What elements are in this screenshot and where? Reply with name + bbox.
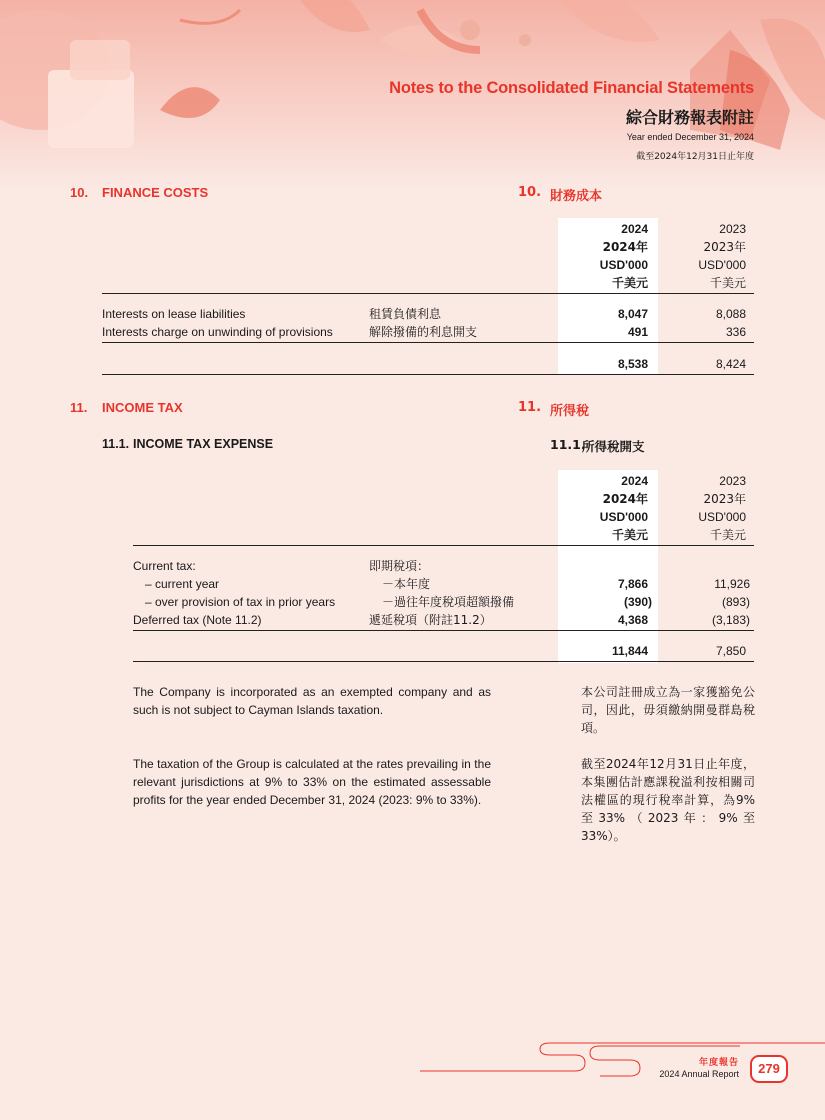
- table-rule: [133, 545, 754, 546]
- col-2023-year-zh: 2023年: [703, 240, 746, 254]
- row-value-2024: 7,866: [617, 577, 648, 591]
- col-2023-unit: USD'000: [698, 258, 746, 272]
- paragraph-tax-rates-zh: 截至2024年12月31日止年度，本集團估計應課稅溢利按相關司法權區的現行稅率計算，為9%至33%（2023年：9%至33%）。: [581, 757, 755, 843]
- col-2023-unit: USD'000: [698, 510, 746, 524]
- col-2024-year: 2024: [621, 222, 648, 236]
- row-label-zh: 遞延稅項（附註11.2）: [369, 613, 492, 627]
- footer-report-label: 2024 Annual Report: [659, 1069, 739, 1079]
- page-title-zh: 綜合財務報表附註: [625, 108, 754, 127]
- current-tax-label: Current tax:: [133, 559, 196, 573]
- row-value-2023: 8,088: [715, 307, 746, 321]
- col-2024-unit-zh: 千美元: [611, 528, 648, 542]
- paragraph-exempted-company: The Company is incorporated as an exempted company and as such is not subject to Cayman Islands taxation.: [133, 685, 491, 717]
- period-label: Year ended December 31, 2024: [626, 132, 754, 142]
- col-2024-unit: USD'000: [599, 510, 648, 524]
- row-value-2023: (3,183): [711, 613, 750, 627]
- row-label-zh: －過往年度稅項超額撥備: [382, 595, 515, 609]
- table-rule: [102, 293, 754, 294]
- row-label-zh: －本年度: [382, 577, 431, 591]
- row-value-2023: 336: [725, 325, 746, 339]
- subsection-11-1-number: 11.1.: [102, 437, 130, 451]
- section-11-title: INCOME TAX: [102, 400, 183, 415]
- subsection-11-1-number-zh: 11.1.: [550, 437, 586, 452]
- page-title: Notes to the Consolidated Financial Statements: [389, 79, 754, 97]
- section-11-title-zh: 所得稅: [550, 404, 590, 419]
- col-2023-year: 2023: [719, 222, 746, 236]
- total-2024: 11,844: [611, 644, 648, 658]
- col-2024-unit-zh: 千美元: [611, 276, 648, 290]
- table-rule: [102, 374, 754, 375]
- table-rule: [102, 342, 754, 343]
- col-2023-unit-zh: 千美元: [709, 528, 746, 542]
- col-2024-year: 2024: [621, 474, 648, 488]
- row-label: Deferred tax (Note 11.2): [133, 613, 262, 627]
- subsection-11-1-title-zh: 所得稅開支: [582, 439, 645, 454]
- paragraph-exempted-company-zh: 本公司註冊成立為一家獲豁免公司，因此，毋須繳納開曼群島稅項。: [581, 685, 755, 735]
- section-11-number-zh: 11.: [518, 400, 542, 415]
- row-label: Interests charge on unwinding of provisions: [102, 325, 333, 339]
- section-10-title: FINANCE COSTS: [102, 185, 209, 200]
- subsection-11-1-title: INCOME TAX EXPENSE: [133, 437, 274, 451]
- row-value-2024: 8,047: [617, 307, 648, 321]
- section-10-number: 10.: [70, 185, 89, 200]
- col-2023-unit-zh: 千美元: [709, 276, 746, 290]
- page-number: 279: [750, 1055, 788, 1083]
- row-label: – current year: [145, 577, 220, 591]
- section-11-number: 11.: [70, 400, 88, 415]
- row-value-2024: 491: [627, 325, 648, 339]
- col-2023-year: 2023: [719, 474, 746, 488]
- col-2024-unit: USD'000: [599, 258, 648, 272]
- col-2023-year-zh: 2023年: [703, 492, 746, 506]
- row-label-zh: 解除撥備的利息開支: [369, 325, 478, 339]
- total-2023: 7,850: [715, 644, 746, 658]
- col-2024-year-zh: 2024年: [602, 240, 648, 254]
- period-label-zh: 截至2024年12月31日止年度: [636, 152, 754, 162]
- table-rule: [133, 661, 754, 662]
- total-2023: 8,424: [715, 357, 746, 371]
- row-value-2023: 11,926: [714, 577, 750, 591]
- row-label-zh: 租賃負債利息: [369, 307, 442, 321]
- row-value-2024: 4,368: [617, 613, 648, 627]
- section-10-title-zh: 財務成本: [550, 189, 603, 204]
- row-value-2024: (390): [623, 595, 652, 609]
- section-10-number-zh: 10.: [518, 185, 542, 200]
- paragraph-tax-rates: The taxation of the Group is calculated at the rates prevailing in the relevant jurisdictions at 9% to 33% on the estimated assessable profits for the year ended December 31, 2024 (2023: 9% to 33%).: [133, 757, 491, 807]
- row-value-2023: (893): [721, 595, 750, 609]
- table-rule: [133, 630, 754, 631]
- total-2024: 8,538: [617, 357, 648, 371]
- row-label: – over provision of tax in prior years: [145, 595, 336, 609]
- col-2024-year-zh: 2024年: [602, 492, 648, 506]
- row-label: Interests on lease liabilities: [102, 307, 246, 321]
- current-tax-label-zh: 即期稅項：: [369, 559, 430, 573]
- footer-report-label-zh: 年度報告: [698, 1058, 739, 1068]
